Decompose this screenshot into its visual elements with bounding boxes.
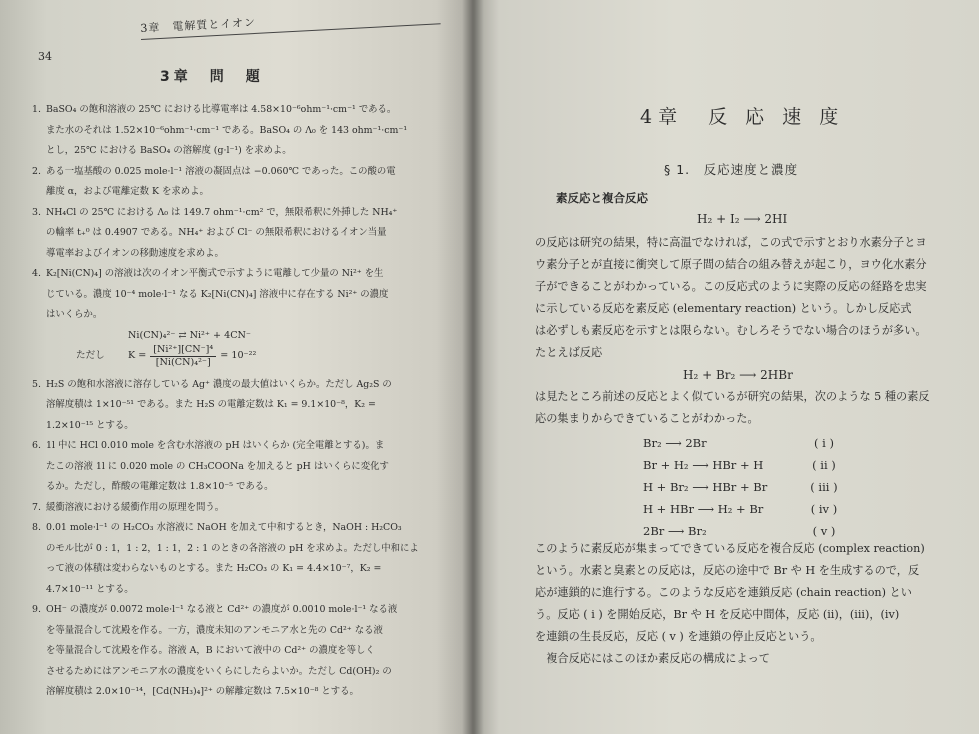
problem-item: [32, 375, 422, 437]
reaction-equation: Br + H₂ ⟶ HBr + H: [643, 458, 764, 472]
problem-number: 2.: [32, 165, 41, 177]
problems-title: 3章 問 題: [160, 69, 264, 85]
equilibrium-equation: Ni(CN)₄²⁻ ⇄ Ni²⁺ + 4CN⁻: [128, 329, 251, 341]
problem-number: 3.: [32, 206, 41, 218]
problem-text: K₂[Ni(CN)₄] の溶液は次のイオン平衡式で示すように電離して少量の Ni²⁺ を生 じている。濃度 10⁻⁴ mole·l⁻¹ なる K₂[Ni(CN)₄] 溶液中に存在する Ni²⁺ の濃度 はいくらか。: [46, 268, 389, 320]
paragraph-complex-reaction: このように素反応が集まってできている反応を複合反応 (complex reaction) という。水素と臭素との反応は，反応の途中で Br や H を生成するので，反 応が連鎖的に進行する。このような反応を連鎖反応 (chain reaction) とい う。反応 ( i ) を開始反応，Br や H を反応中間体，反応 (ii)，(iii)，(iv) を連鎖の生長反応，反応 ( v ) を連鎖の停止反応という。 複合反応にはこのほか素反応の構成によって: [535, 542, 925, 665]
problem-number: 4.: [32, 268, 41, 279]
running-head: 3章 電解質とイオン: [140, 4, 441, 40]
reaction-row: [643, 454, 843, 476]
reaction-label: ( iv ): [810, 502, 838, 516]
equation-h2-br2: H₂ + Br₂ ⟶ 2HBr: [683, 368, 793, 382]
paragraph-elementary-reaction: の反応は研究の結果，特に高温でなければ，この式で示すとおり水素分子とヨ ウ素分子とが直接に衝突して原子間の結合の組み替えが起こり，ヨウ化水素分 子ができることがわかっている。この反応式のように実際の反応の経路を忠実 に示している反応を素反応 (elementary reaction) という。しかし反応式 は必ずしも素反応を示すとは限らない。むしろそうでない場合のほうが多い。 たとえば反応: [535, 236, 927, 359]
problem-text: OH⁻ の濃度が 0.0072 mole·l⁻¹ なる液と Cd²⁺ の濃度が 0.0010 mole·l⁻¹ なる液 を等量混合して沈殿を作る。一方，濃度未知のアンモニア水と先の Cd²⁺ なる液 を等量混合して沈殿を作る。溶液 A，B において液中の Cd²⁺ の濃度を等しく させるためにはアンモニア水の濃度をいくらにしたらよいか。ただし Cd(OH)₂ の 溶解度積は 2.0×10⁻¹⁴，[Cd(NH₃)₄]²⁺ の解離定数は 7.5×10⁻⁸ とする。: [46, 604, 398, 697]
problem-text: H₂S の飽和水溶液に溶存している Ag⁺ 濃度の最大値はいくらか。ただし Ag₂S の 溶解度積は 1×10⁻⁵¹ である。また H₂S の電離定数は K₁ = 9.1×10⁻⁸，K₂ = 1.2×10⁻¹⁵ とする。: [46, 378, 392, 431]
reaction-label: ( iii ): [810, 480, 838, 494]
subsection-title: 素反応と複合反応: [556, 191, 648, 205]
reaction-equation: 2Br ⟶ Br₂: [643, 524, 707, 538]
problem-number: 6.: [32, 440, 41, 451]
problem-number: 7.: [32, 501, 41, 513]
problem-item: [32, 498, 422, 519]
reaction-row: [643, 476, 843, 498]
formula-label: ただし: [76, 350, 105, 361]
reaction-label: ( i ): [813, 436, 834, 450]
book-gutter: [462, 0, 484, 734]
equation-h2-i2: H₂ + I₂ ⟶ 2HI: [697, 212, 788, 226]
fraction-numerator: [Ni²⁺][CN⁻]⁴: [150, 344, 216, 357]
problem-number: 5.: [32, 378, 41, 390]
reaction-equation: H + Br₂ ⟶ HBr + Br: [643, 480, 768, 494]
page-number: 34: [38, 50, 52, 63]
problem-item: [32, 436, 422, 498]
problem-text: BaSO₄ の飽和溶液の 25℃ における比導電率は 4.58×10⁻⁶ohm⁻¹·cm⁻¹ である。 また水のそれは 1.52×10⁻⁶ohm⁻¹·cm⁻¹ である。BaSO₄ の Λ₀ を 143 ohm⁻¹·cm⁻¹ とし，25℃ における BaSO₄ の溶解度 (g·l⁻¹) を求めよ。: [46, 104, 408, 156]
problem-item: [32, 100, 422, 162]
problem-item: [32, 518, 422, 600]
problem-text: 1l 中に HCl 0.010 mole を含む水溶液の pH はいくらか (完全電離とする)。ま たこの溶液 1l に 0.020 mole の CH₃COONa を加えると pH はいくらに変化す るか。ただし，酢酸の電離定数は 1.8×10⁻⁵ である。: [46, 440, 389, 492]
problem-item: [32, 203, 422, 265]
left-page: [0, 0, 474, 734]
problem-number: 8.: [32, 522, 41, 533]
reaction-equation: H + HBr ⟶ H₂ + Br: [643, 502, 764, 516]
reaction-equation: Br₂ ⟶ 2Br: [643, 436, 707, 450]
problem-item: [32, 600, 422, 703]
reaction-row: [643, 432, 843, 454]
elementary-reactions-list: [643, 432, 843, 542]
problem-text: NH₄Cl の 25℃ における Λ₀ は 149.7 ohm⁻¹·cm² で，無限希釈に外挿した NH₄⁺ の輸率 t₊⁰ は 0.4907 である。NH₄⁺ および Cl⁻ の無限希釈におけるイオン当量 導電率およびイオンの移動速度を求めよ。: [46, 206, 398, 259]
fraction-denominator: [Ni(CN)₄²⁻]: [155, 356, 211, 368]
paragraph-five-elementary: は見たところ前述の反応とよく似ているが研究の結果，次のような 5 種の素反 応の集まりからできていることがわかった。: [535, 390, 930, 425]
reaction-row: [643, 498, 843, 520]
problem-number: 9.: [32, 604, 41, 615]
problem-item: [32, 162, 422, 203]
problem-item: [32, 264, 422, 326]
problem-list: [32, 100, 422, 703]
k-lhs: K =: [128, 350, 147, 361]
section-title: § 1. 反応速度と濃度: [664, 162, 799, 177]
problem-number: 1.: [32, 104, 41, 115]
equilibrium-constant: [76, 344, 422, 369]
reaction-label: ( v ): [812, 524, 836, 538]
problem-text: 0.01 mole·l⁻¹ の H₂CO₃ 水溶液に NaOH を加えて中和するとき，NaOH : H₂CO₃ のモル比が 0 : 1，1 : 2，1 : 1，2 : 1 のときの各溶液の pH を求めよ。ただし中和によ って液の体積は変わらないものとする。また H₂CO₃ の K₁ = 4.4×10⁻⁷，K₂ = 4.7×10⁻¹¹ とする。: [46, 522, 419, 595]
problem-text: ある一塩基酸の 0.025 mole·l⁻¹ 溶液の凝固点は −0.060℃ であった。この酸の電 離度 α，および電離定数 K を求めよ。: [46, 165, 396, 197]
chapter-title: 4章 反 応 速 度: [640, 106, 845, 128]
fraction: [150, 344, 216, 369]
equilibrium-formula: [76, 328, 422, 369]
reaction-label: ( ii ): [812, 458, 836, 472]
k-rhs: = 10⁻²²: [220, 350, 257, 361]
problem-text: 緩衝溶液における緩衝作用の原理を問う。: [46, 501, 225, 513]
